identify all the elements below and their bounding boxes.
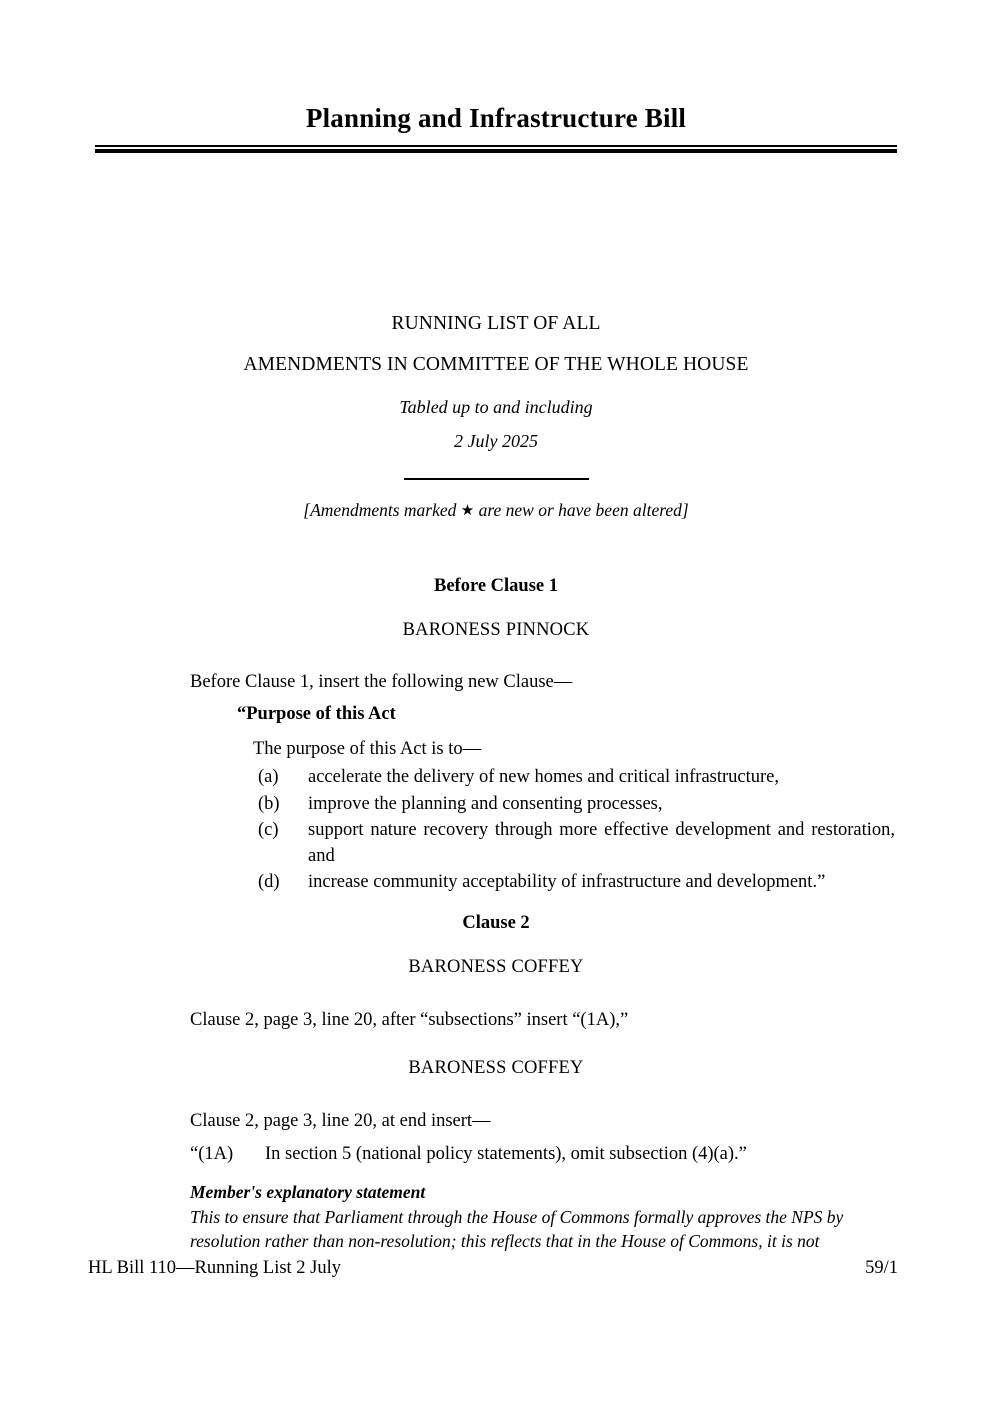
- inserted-provision-text: In section 5 (national policy statements), omit subsection (4)(a).”: [265, 1144, 747, 1164]
- list-item-text: support nature recovery through more effective development and restoration, and: [308, 820, 895, 866]
- list-item-marker: (a): [258, 767, 279, 787]
- list-item: [258, 818, 895, 869]
- instruction-before-clause-1: Before Clause 1, insert the following new Clause—: [190, 672, 573, 692]
- amendment-text-1: Clause 2, page 3, line 20, after “subsections” insert “(1A),”: [190, 1010, 629, 1030]
- tabled-date: 2 July 2025: [454, 431, 538, 451]
- document-heading-block: [95, 303, 897, 480]
- list-item: [258, 765, 895, 791]
- footer-bill-reference: HL Bill 110—Running List 2 July: [88, 1258, 342, 1278]
- star-icon: ★: [460, 503, 475, 519]
- member-name-coffey-1: BARONESS COFFEY: [408, 957, 584, 977]
- inserted-provision: [190, 1142, 895, 1167]
- amendments-marked-note: [95, 500, 897, 521]
- section-title-clause-2: Clause 2: [462, 913, 530, 933]
- heading-line-1: RUNNING LIST OF ALL: [391, 313, 601, 334]
- section-title-before-clause-1: Before Clause 1: [434, 576, 558, 596]
- lettered-list: [258, 765, 895, 897]
- list-item-text: increase community acceptability of infrastructure and development.”: [308, 872, 826, 892]
- quoted-clause-heading: “Purpose of this Act: [237, 704, 396, 724]
- page-footer: [88, 1258, 898, 1279]
- list-item-marker: (c): [258, 820, 279, 840]
- list-item-text: accelerate the delivery of new homes and critical infrastructure,: [308, 767, 780, 787]
- amendment-text-2: Clause 2, page 3, line 20, at end insert—: [190, 1111, 491, 1131]
- tabled-label: Tabled up to and including: [399, 397, 593, 417]
- marked-note-suffix: are new or have been altered]: [474, 500, 689, 520]
- explanatory-statement-title: Member's explanatory statement: [190, 1182, 426, 1202]
- page-title: Planning and Infrastructure Bill: [305, 103, 687, 133]
- quoted-clause-lead: The purpose of this Act is to—: [253, 739, 482, 759]
- list-item-text: improve the planning and consenting processes,: [308, 793, 663, 814]
- heading-separator-rule: [404, 478, 589, 480]
- list-item: [258, 870, 895, 896]
- divider-thick-line: [95, 149, 897, 153]
- member-name-pinnock: BARONESS PINNOCK: [402, 620, 590, 640]
- footer-page-number: 59/1: [865, 1258, 898, 1278]
- marked-note-prefix: [Amendments marked: [303, 500, 461, 520]
- inserted-provision-number: “(1A): [190, 1144, 234, 1164]
- heading-line-2: AMENDMENTS IN COMMITTEE OF THE WHOLE HOUSE: [243, 354, 749, 375]
- title-divider: [95, 145, 897, 153]
- list-item: [258, 792, 895, 818]
- explanatory-statement-text: This to ensure that Parliament through the House of Commons formally approves the NPS by resolution rather than non-resolution; this reflects that in the House of Commons, it is not: [190, 1207, 844, 1251]
- member-name-coffey-2: BARONESS COFFEY: [408, 1058, 584, 1078]
- list-item-marker: (d): [258, 872, 280, 892]
- list-item-marker: (b): [258, 793, 280, 814]
